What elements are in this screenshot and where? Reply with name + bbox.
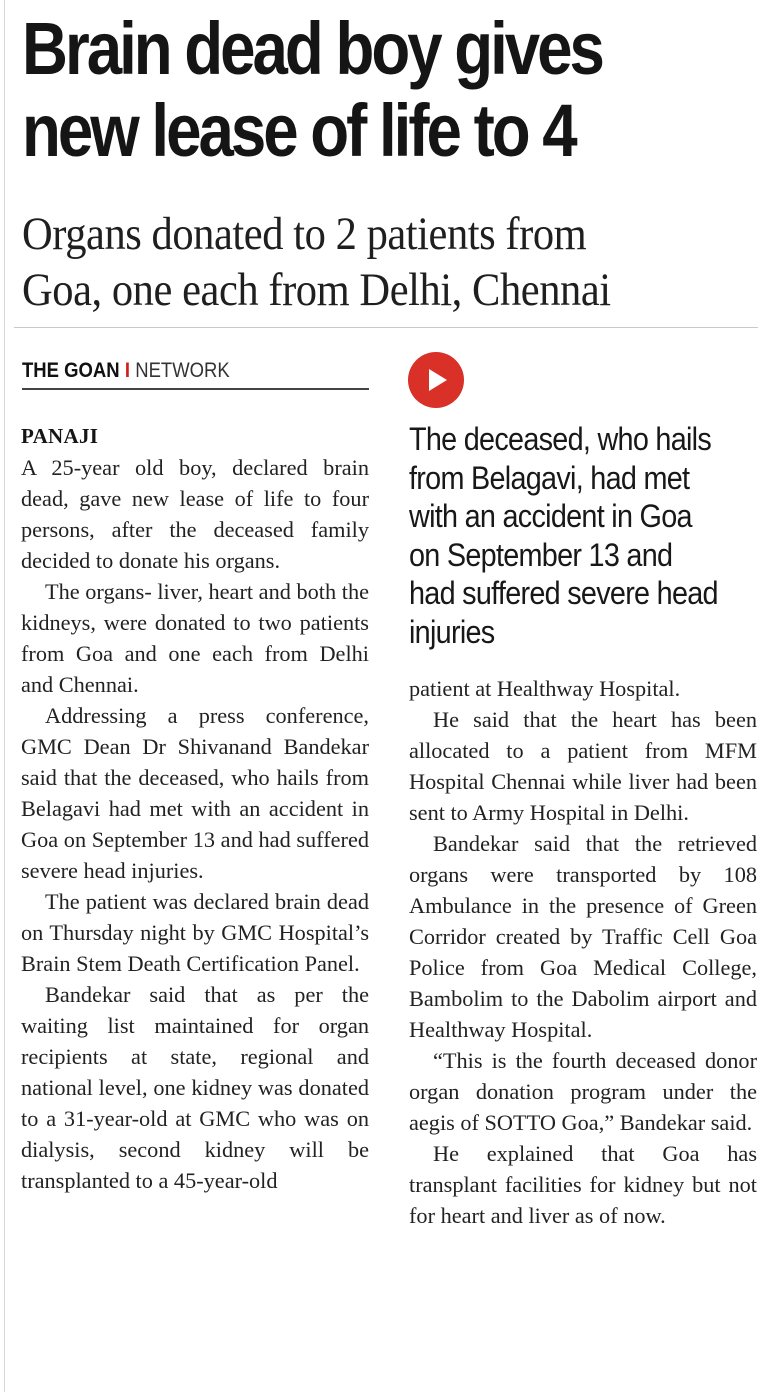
- pull-quote-line: had suffered severe head: [409, 575, 718, 611]
- byline-network: NETWORK: [135, 359, 230, 382]
- byline-underline: [22, 388, 369, 390]
- subheadline: [22, 206, 764, 318]
- article-paragraph: He said that the heart has been allocated to a patient from MFM Hospital Chennai while liver had been sent to Army Hospital in Delhi.: [409, 707, 757, 825]
- byline-brand: THE GOAN: [22, 359, 120, 382]
- article-paragraph: Bandekar said that the retrieved organs were transported by 108 Ambulance in the presence of Green Corridor created by Traffic Cell Goa Police from Goa Medical College, Bambolim to the Dabolim airport and Healthway Hospital.: [409, 831, 757, 1042]
- article-paragraph: Bandekar said that as per the waiting list maintained for organ recipients at state, regional and national level, one kidney was donated to a 31-year-old at GMC who was on dialysis, second kidney will be transplanted to a 45-year-old: [21, 982, 369, 1193]
- subheadline-divider: [14, 327, 758, 328]
- pull-quote-line: with an accident in Goa: [409, 498, 692, 534]
- pull-quote-line: on September 13 and: [409, 536, 673, 573]
- byline: [22, 356, 230, 386]
- subheadline-line-2: Goa, one each from Delhi, Chennai: [22, 264, 611, 316]
- headline: [22, 8, 762, 172]
- article-paragraph: “This is the fourth deceased donor organ donation program under the aegis of SOTTO Goa,” Bandekar said.: [409, 1048, 757, 1135]
- article-paragraph: The patient was declared brain dead on Thursday night by GMC Hospital’s Brain Stem Death Certification Panel.: [21, 889, 369, 976]
- article-paragraph: The organs- liver, heart and both the kidneys, were donated to two patients from Goa and one each from Delhi and Chennai.: [21, 579, 369, 697]
- pull-quote-line: injuries: [409, 613, 495, 650]
- headline-line-2: new lease of life to 4: [22, 89, 575, 172]
- article-paragraph: A 25-year old boy, declared brain dead, gave new lease of life to four persons, after the deceased family decided to donate his organs.: [21, 455, 369, 573]
- subheadline-line-1: Organs donated to 2 patients from: [22, 208, 587, 260]
- article-column-left: [21, 421, 369, 1196]
- pull-quote-line: from Belagavi, had met: [409, 459, 690, 496]
- article-paragraph: He explained that Goa has transplant facilities for kidney but not for heart and liver as of now.: [409, 1141, 757, 1228]
- pull-quote: [409, 420, 768, 651]
- column-edge-rule: [4, 0, 5, 1392]
- article-column-right: [409, 673, 757, 1231]
- article-paragraph: Addressing a press conference, GMC Dean Dr Shivanand Bandekar said that the deceased, who hails from Belagavi had met with an accident in Goa on September 13 and had suffered severe head injuries.: [21, 703, 369, 883]
- article-paragraph: patient at Healthway Hospital.: [409, 676, 681, 701]
- byline-separator: I: [124, 359, 130, 382]
- headline-line-1: Brain dead boy gives: [22, 7, 602, 90]
- pull-quote-line: The deceased, who hails: [409, 421, 712, 457]
- dateline: PANAJI: [21, 424, 99, 448]
- play-icon: [408, 352, 464, 408]
